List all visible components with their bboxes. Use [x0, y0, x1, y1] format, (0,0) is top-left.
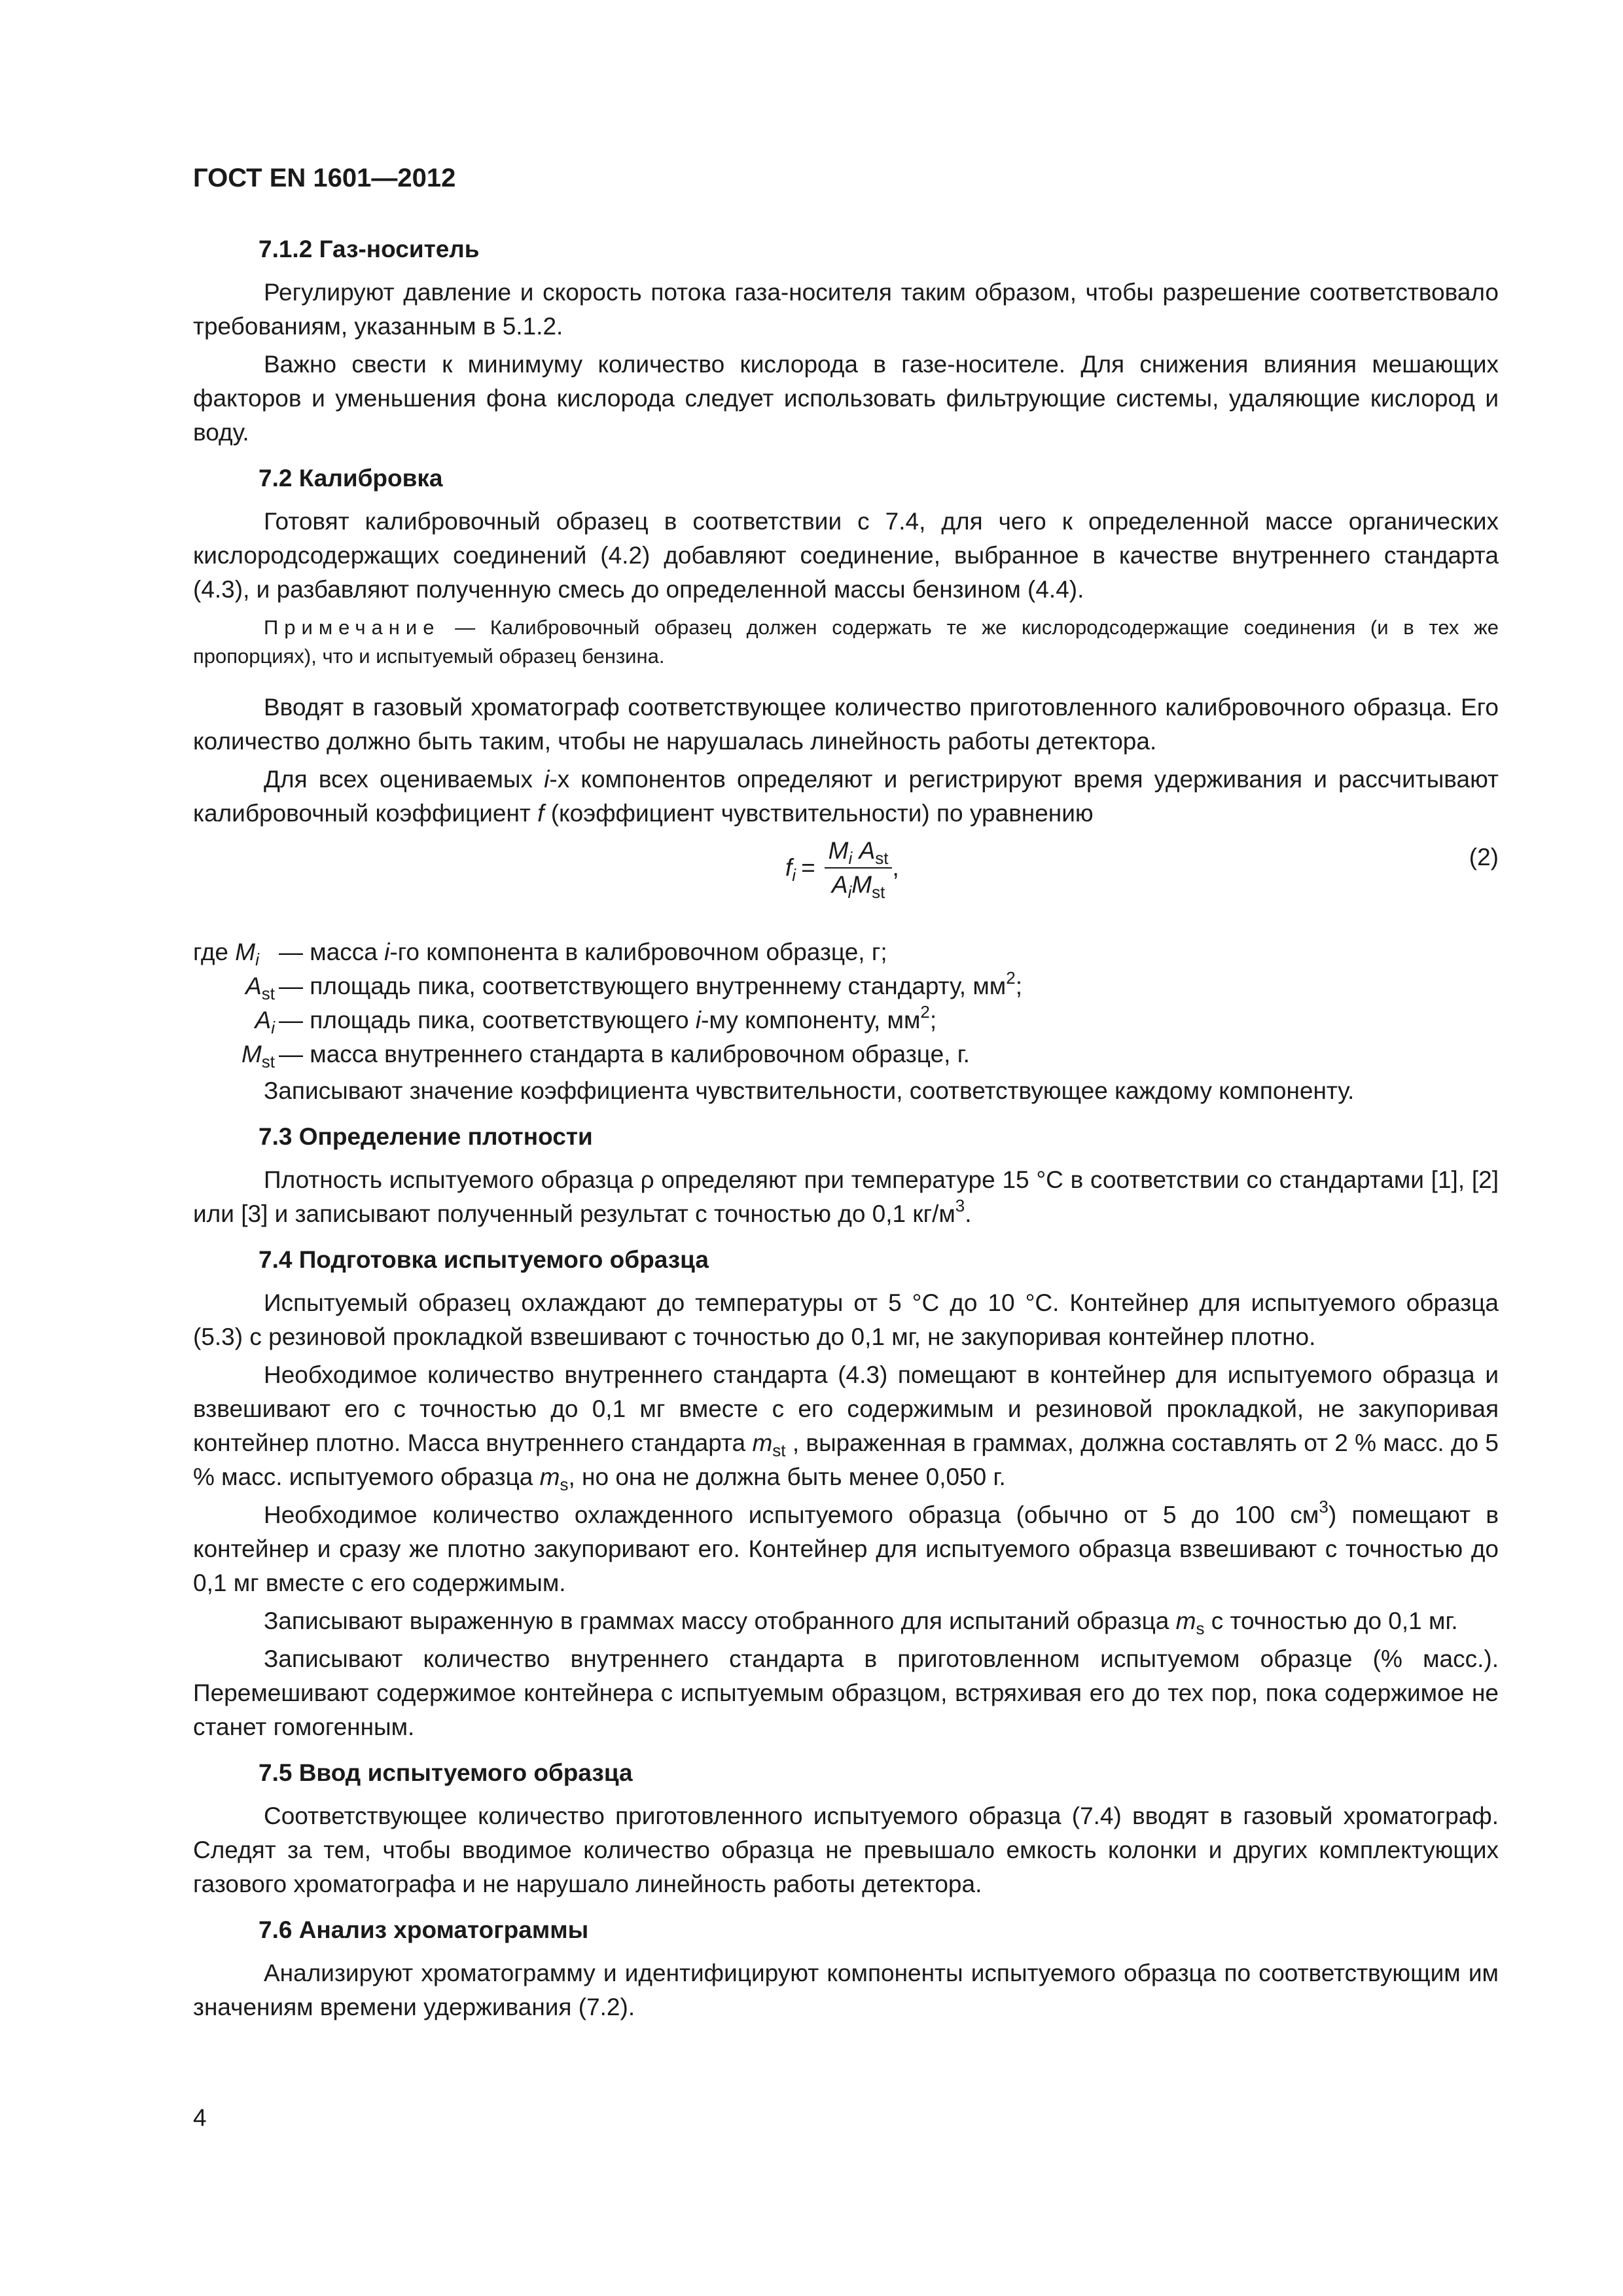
note-text: — Калибровочный образец должен содержать те же кислородсодержащие соединения (и в тех же пропорциях), что и испытуемый образец бензина. [193, 616, 1499, 668]
note-label: Примечание [264, 616, 440, 639]
paragraph: Записывают значение коэффициента чувствительности, соответствующее каждому компоненту. [264, 1077, 1355, 1104]
paragraph: Регулируют давление и скорость потока газа-носителя таким образом, чтобы разрешение соответствовало требованиям, указанным в 5.1.2. [193, 279, 1499, 340]
paragraph: Соответствующее количество приготовленного испытуемого образца (7.4) вводят в газовый хроматограф. Следят за тем, чтобы вводимое количество образца не превышало емкость колонки и других комплектующих газового хроматографа и не нарушало линейность работы детектора. [193, 1803, 1499, 1897]
document-code-header: ГОСТ EN 1601—2012 [193, 164, 456, 192]
paragraph: Важно свести к минимуму количество кислорода в газе-носителе. Для снижения влияния мешающих факторов и уменьшения фона кислорода следует использовать фильтрующие системы, удаляющие кислород и воду. [193, 351, 1499, 446]
formula-number: (2) [1469, 844, 1499, 870]
formula-lhs: $f_i$ [785, 854, 796, 885]
section-7-1-2-heading: 7.1.2 Газ-носитель [259, 236, 480, 262]
paragraph: Анализируют хроматограмму и идентифицируют компоненты испытуемого образца по соответствующим им значениям времени удерживания (7.2). [193, 1960, 1499, 2020]
paragraph: Для всех оцениваемых i-х компонентов определяют и регистрируют время удерживания и рассчитывают калибровочный коэффициент f (коэффициент чувствительности) по уравнению [193, 766, 1499, 827]
paragraph: Записывают количество внутреннего стандарта в приготовленном испытуемом образце (% масс.). Перемешивают содержимое контейнера с испытуемым образцом, встряхивая его до тех пор, пока содержимое не станет гомогенным. [193, 1645, 1499, 1740]
definition-row: где $M_i$ — масса i-го компонента в калибровочном образце, г; [193, 939, 887, 969]
formula-equals: = [801, 854, 815, 881]
section-7-2-heading: 7.2 Калибровка [259, 465, 443, 492]
document-page [193, 164, 1499, 2028]
paragraph: Необходимое количество охлажденного испытуемого образца (обычно от 5 до 100 $см^3$) помещают в контейнер и сразу же плотно закупоривают его. Контейнер для испытуемого образца взвешивают с точностью до 0,1 мг вместе с его содержимым. [193, 1497, 1499, 1596]
paragraph: Испытуемый образец охлаждают до температуры от 5 °С до 10 °С. Контейнер для испытуемого образца (5.3) с резиновой прокладкой взвешивают с точностью до 0,1 мг, не закупоривая контейнер плотно. [193, 1289, 1499, 1350]
formula-2 [193, 837, 1499, 916]
section-7-4-heading: 7.4 Подготовка испытуемого образца [259, 1246, 709, 1273]
formula-definitions [193, 935, 1499, 1071]
formula-denominator: $A_iM_{st}$ [831, 871, 885, 902]
definition-row: $A_i$ — площадь пика, соответствующего i-му компоненту, $мм^2$; [255, 1002, 937, 1037]
definition-row: $M_{st}$ — масса внутреннего стандарта в калибровочном образце, г. [241, 1041, 970, 1071]
paragraph: Готовят калибровочный образец в соответствии с 7.4, для чего к определенной массе органических кислородсодержащих соединений (4.2) добавляют соединение, выбранное в качестве внутреннего стандарта (4.3), и разбавляют полученную смесь до определенной массы бензином (4.4). [193, 508, 1499, 603]
formula-fraction [825, 837, 893, 902]
paragraph: Плотность испытуемого образца ρ определяют при температуре 15 °С в соответствии со стандартами [1], [2] или [3] и записывают полученный результат с точностью до 0,1 $кг/м^3$. [193, 1166, 1499, 1227]
formula-comma: , [892, 854, 899, 881]
section-7-6-heading: 7.6 Анализ хроматограммы [259, 1916, 589, 1943]
page-number: 4 [193, 2104, 207, 2131]
paragraph: Записывают выраженную в граммах массу отобранного для испытаний образца $m_s$ с точностью до 0,1 мг. [264, 1607, 1458, 1638]
formula-numerator: $M_i$ $A_{st}$ [825, 837, 893, 869]
section-7-3-heading: 7.3 Определение плотности [259, 1123, 593, 1150]
paragraph: Вводят в газовый хроматограф соответствующее количество приготовленного калибровочного образца. Его количество должно быть таким, чтобы не нарушалась линейность работы детектора. [193, 694, 1499, 755]
section-7-5-heading: 7.5 Ввод испытуемого образца [259, 1759, 633, 1786]
definition-row: $A_{st}$ — площадь пика, соответствующего внутреннему стандарту, $мм^2$; [245, 968, 1022, 1003]
paragraph: Необходимое количество внутреннего стандарта (4.3) помещают в контейнер для испытуемого образца и взвешивают его с точностью до 0,1 мг вместе с его содержимым и резиновой прокладкой, не закупоривая контейнер плотно. Масса внутреннего стандарта $m_{st}$ , выраженная в граммах, должна составлять от 2 % масс. до 5 % масс. испытуемого образца $m_s$, но она не должна быть менее 0,050 г. [193, 1361, 1499, 1494]
note [193, 613, 1499, 671]
